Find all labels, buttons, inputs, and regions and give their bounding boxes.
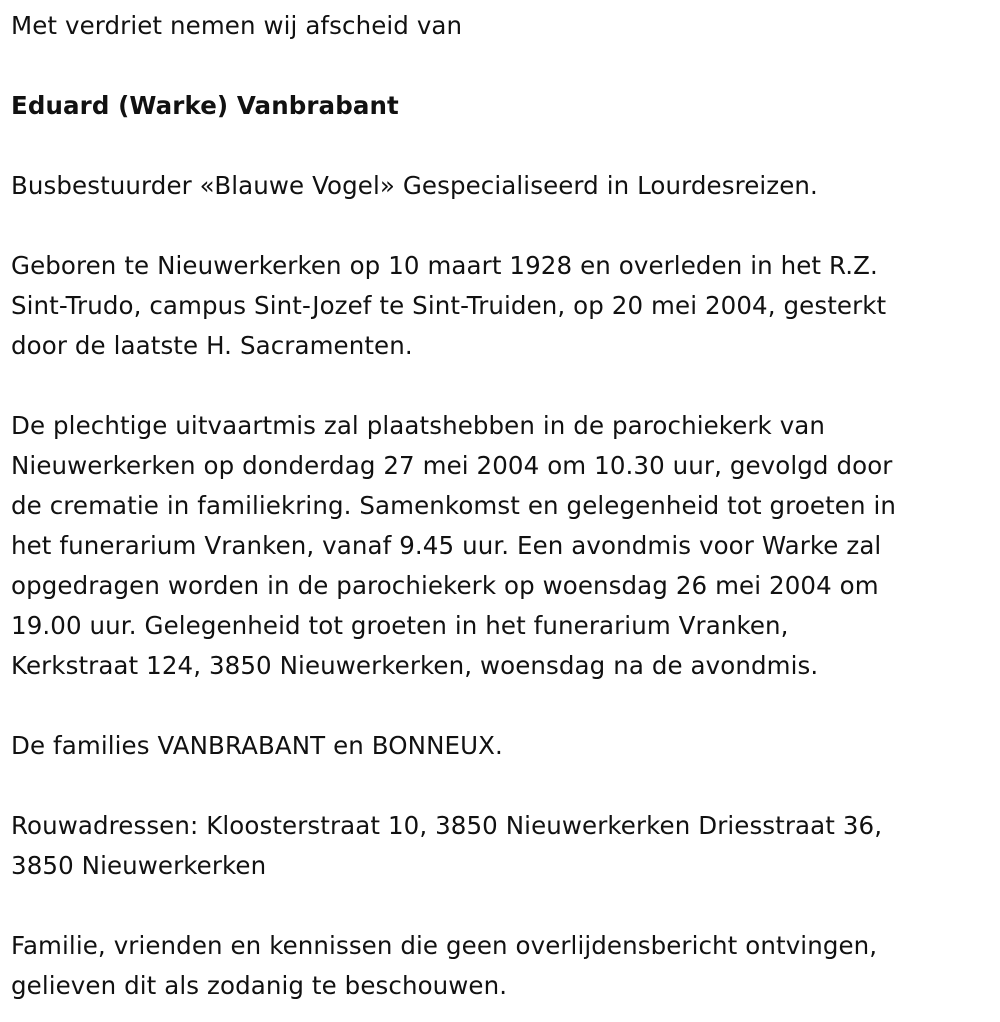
closing-line-2: gelieven dit als zodanig te beschouwen. <box>11 971 508 1000</box>
ceremony-line-6: 19.00 uur. Gelegenheid tot groeten in het funerarium Vranken, <box>11 611 789 640</box>
obituary-notice <box>11 6 986 1006</box>
birth-death-line-1: Geboren te Nieuwerkerken op 10 maart 1928 en overleden in het R.Z. <box>11 251 878 280</box>
families-line: De families VANBRABANT en BONNEUX. <box>11 731 503 760</box>
occupation-line: Busbestuurder «Blauwe Vogel» Gespecialiseerd in Lourdesreizen. <box>11 171 818 200</box>
ceremony-line-1: De plechtige uitvaartmis zal plaatshebben in de parochiekerk van <box>11 411 826 440</box>
deceased-name <box>11 86 986 126</box>
ceremony-line-7: Kerkstraat 124, 3850 Nieuwerkerken, woensdag na de avondmis. <box>11 651 819 680</box>
closing-line-1: Familie, vrienden en kennissen die geen overlijdensbericht ontvingen, <box>11 931 878 960</box>
name-line: Eduard (Warke) Vanbrabant <box>11 91 399 120</box>
birth-death-paragraph <box>11 246 986 366</box>
addresses-paragraph <box>11 806 986 886</box>
occupation-text <box>11 166 986 206</box>
ceremony-line-2: Nieuwerkerken op donderdag 27 mei 2004 om 10.30 uur, gevolgd door <box>11 451 893 480</box>
addresses-line-2: 3850 Nieuwerkerken <box>11 851 267 880</box>
birth-death-line-3: door de laatste H. Sacramenten. <box>11 331 413 360</box>
closing-paragraph <box>11 926 986 1006</box>
intro-text <box>11 6 986 46</box>
ceremony-paragraph <box>11 406 986 686</box>
intro-line: Met verdriet nemen wij afscheid van <box>11 11 463 40</box>
ceremony-line-3: de crematie in familiekring. Samenkomst en gelegenheid tot groeten in <box>11 491 897 520</box>
birth-death-line-2: Sint-Trudo, campus Sint-Jozef te Sint-Truiden, op 20 mei 2004, gesterkt <box>11 291 887 320</box>
ceremony-line-4: het funerarium Vranken, vanaf 9.45 uur. Een avondmis voor Warke zal <box>11 531 882 560</box>
ceremony-line-5: opgedragen worden in de parochiekerk op woensdag 26 mei 2004 om <box>11 571 879 600</box>
addresses-line-1: Rouwadressen: Kloosterstraat 10, 3850 Nieuwerkerken Driesstraat 36, <box>11 811 883 840</box>
families-text <box>11 726 986 766</box>
